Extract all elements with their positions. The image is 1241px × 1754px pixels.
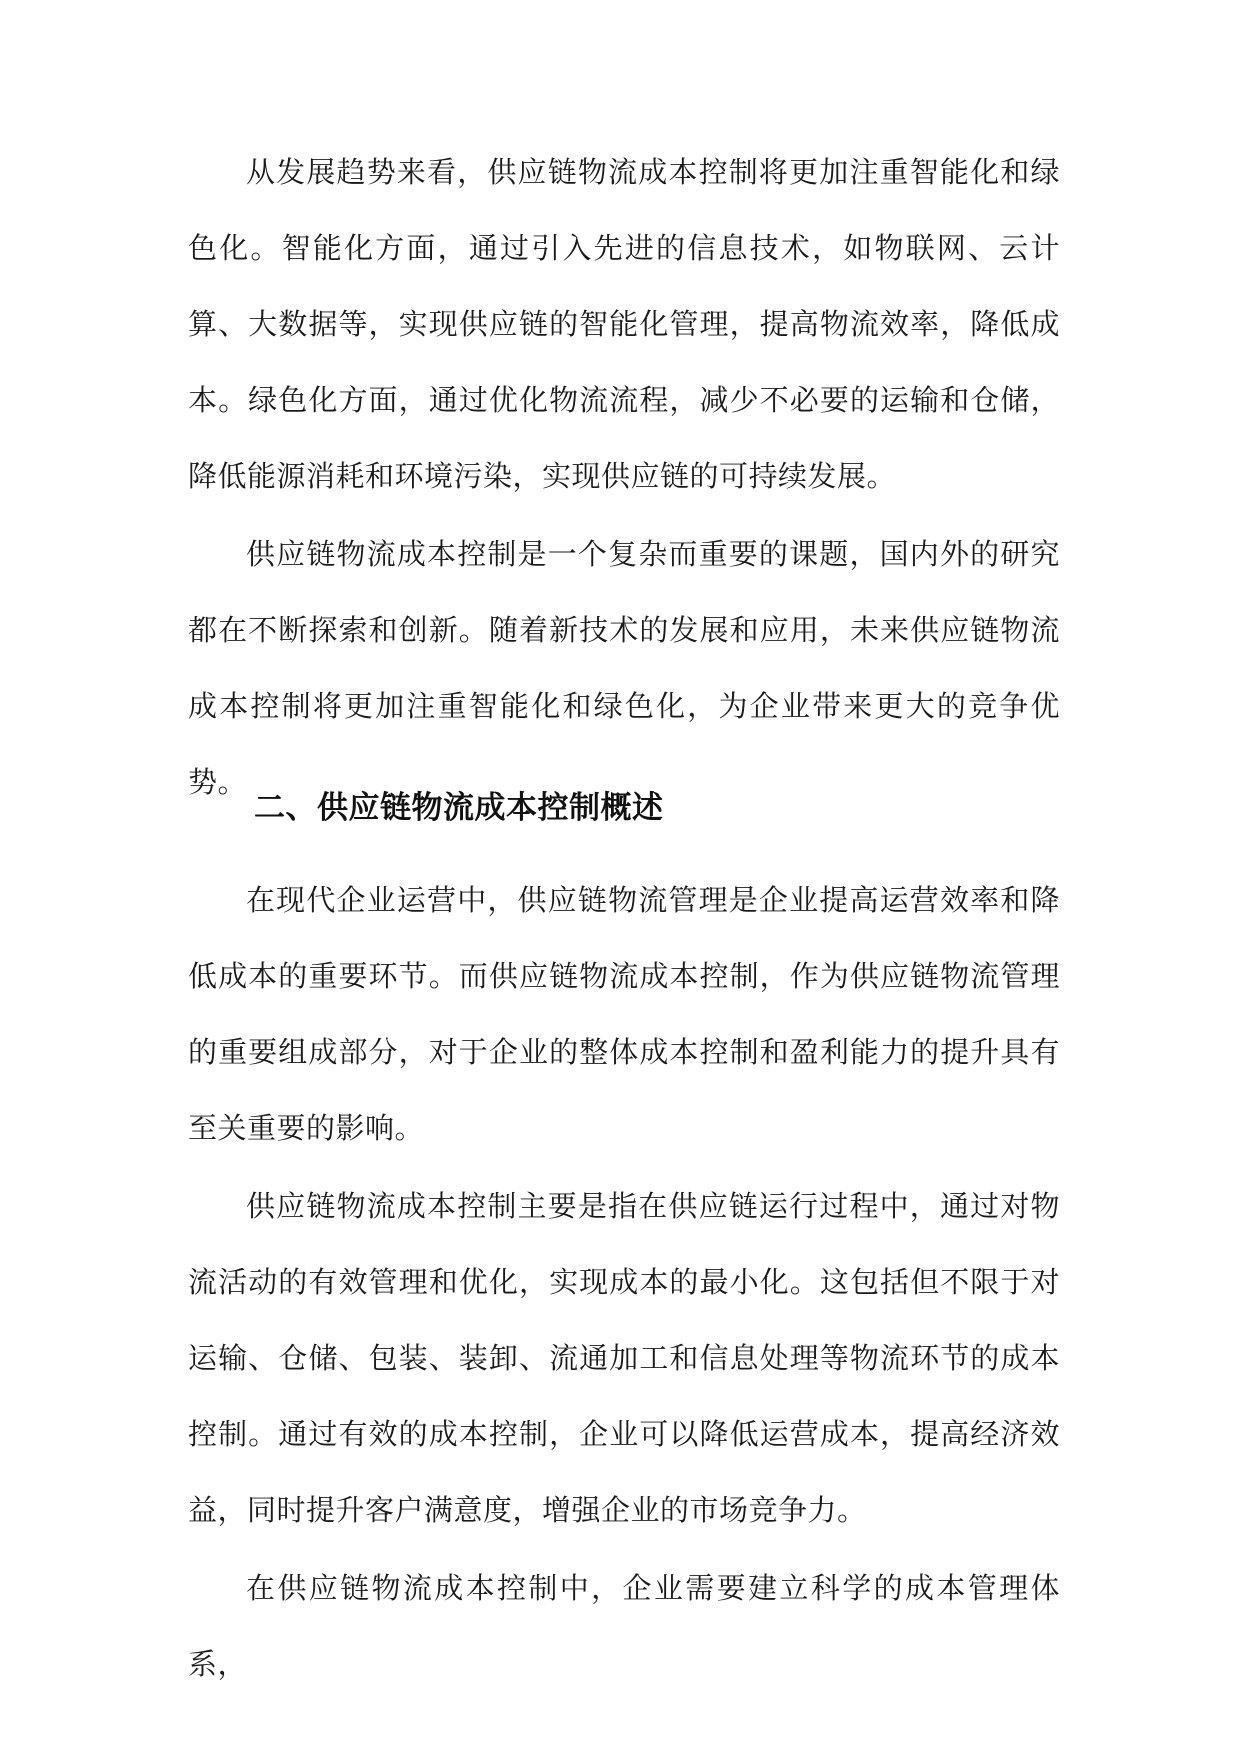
paragraph-development-trend: 从发展趋势来看，供应链物流成本控制将更加注重智能化和绿色化。智能化方面，通过引入先进的信息技术，如物联网、云计算、大数据等，实现供应链的智能化管理，提高物流效率，降低成本。绿色化方面，通过优化物流流程，减少不必要的运输和仓储，降低能源消耗和环境污染，实现供应链的可持续发展。 [188,155,1060,493]
paragraph-cost-control-definition: 供应链物流成本控制主要是指在供应链运行过程中，通过对物流活动的有效管理和优化，实现成本的最小化。这包括但不限于对运输、仓储、包装、装卸、流通加工和信息处理等物流环节的成本控制。通过有效的成本控制，企业可以降低运营成本，提高经济效益，同时提升客户满意度，增强企业的市场竞争力。 [188,1189,1060,1527]
section-heading: 二、供应链物流成本控制概述 [254,790,664,826]
paragraph-modern-operations: 在现代企业运营中，供应链物流管理是企业提高运营效率和降低成本的重要环节。而供应链物流成本控制，作为供应链物流管理的重要组成部分，对于企业的整体成本控制和盈利能力的提升具有至关重要的影响。 [188,883,1060,1145]
paragraph-cost-management-system: 在供应链物流成本控制中，企业需要建立科学的成本管理体系， [188,1571,1060,1681]
paragraph-research-summary: 供应链物流成本控制是一个复杂而重要的课题，国内外的研究都在不断探索和创新。随着新技术的发展和应用，未来供应链物流成本控制将更加注重智能化和绿色化，为企业带来更大的竞争优势。 [188,537,1060,799]
